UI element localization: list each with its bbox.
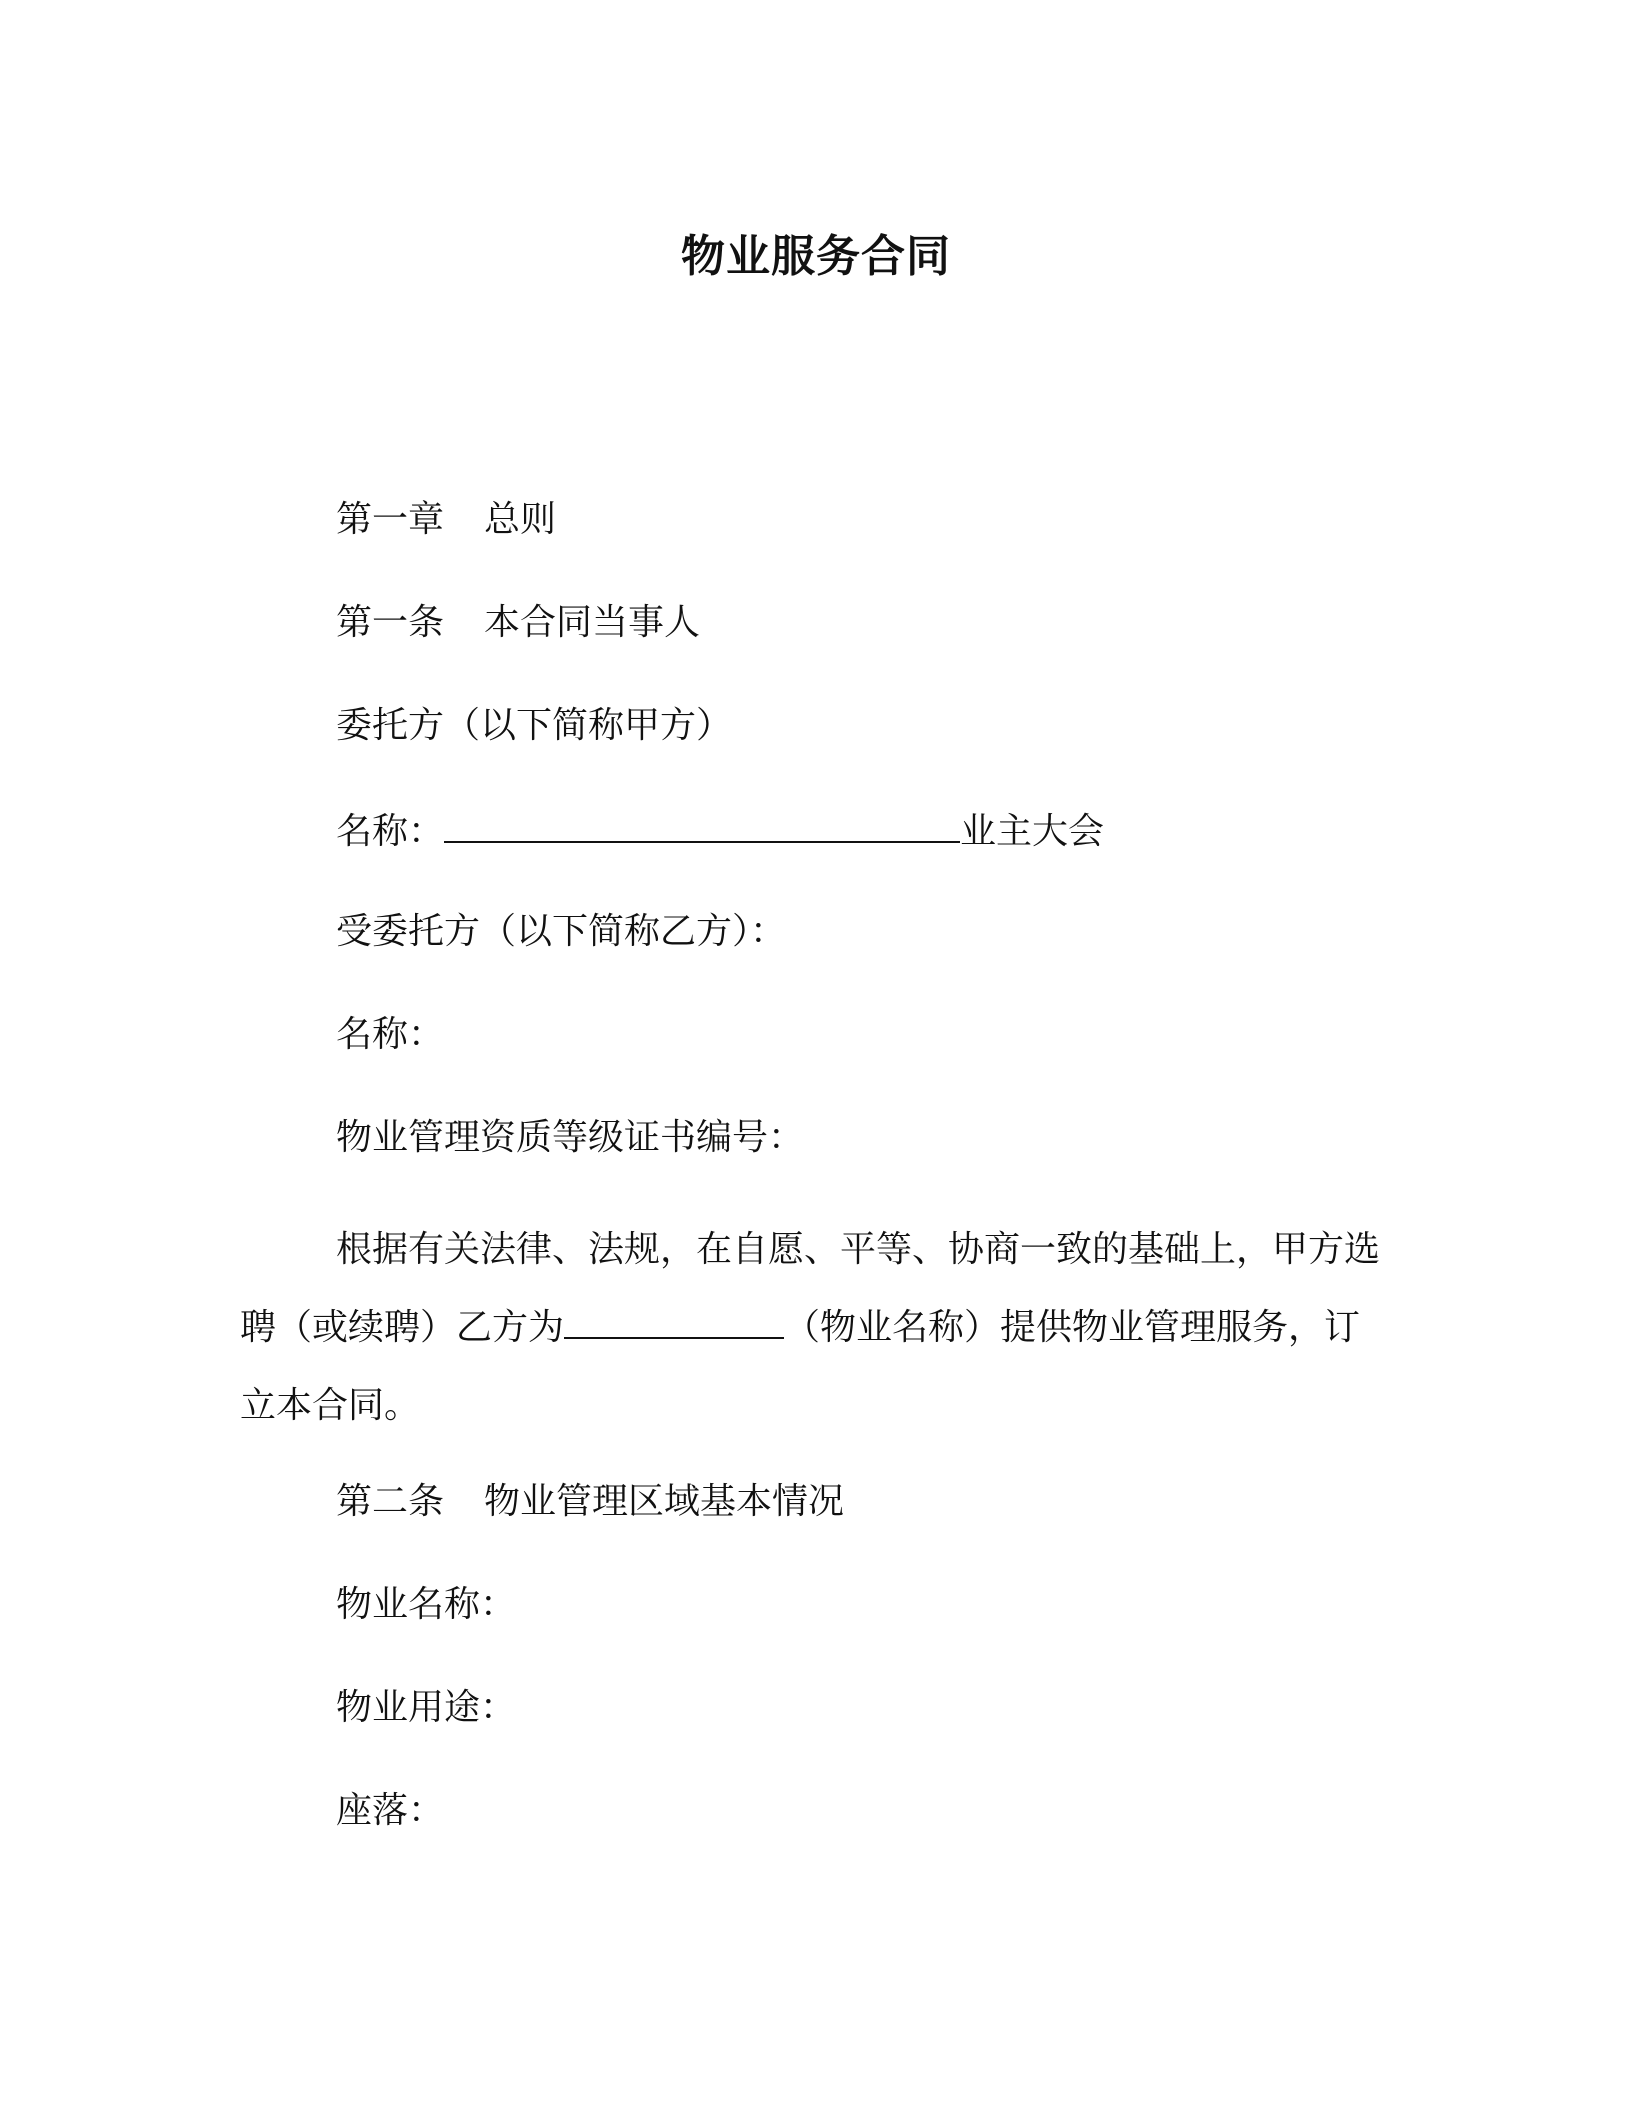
article-number: 第一条 [336, 602, 445, 643]
property-use-label: 物业用途： [336, 1687, 517, 1728]
party-a-name-suffix: 业主大会 [960, 811, 1105, 852]
party-b-heading: 受委托方（以下简称乙方）： [336, 911, 787, 952]
chapter-name: 总则 [484, 499, 557, 540]
party-a-heading: 委托方（以下简称甲方） [336, 705, 733, 746]
article-name: 本合同当事人 [484, 602, 701, 643]
party-a-name-row [336, 805, 1104, 856]
intro-paragraph [240, 1211, 1380, 1445]
party-a-name-label: 名称： [336, 811, 445, 852]
party-a-name-blank[interactable] [444, 805, 960, 843]
chapter-heading [336, 496, 556, 544]
chapter-number: 第一章 [336, 499, 445, 540]
property-name-blank[interactable] [564, 1301, 784, 1339]
intro-paragraph-part2: （物业名称）提供物业管理服务，订立本合同。 [240, 1307, 1361, 1426]
document-title: 物业服务合同 [681, 231, 951, 282]
article-name: 物业管理区域基本情况 [484, 1481, 845, 1522]
party-b-name-label: 名称： [336, 1014, 445, 1055]
intro-paragraph-part1: 根据有关法律、法规，在自愿、平等、协商一致的基础上，甲方选聘（或续聘）乙方为 [240, 1229, 1381, 1348]
article-number: 第二条 [336, 1481, 445, 1522]
certificate-label: 物业管理资质等级证书编号： [336, 1117, 805, 1158]
property-name-label: 物业名称： [336, 1584, 517, 1625]
article-heading [336, 1478, 844, 1526]
location-label: 座落： [336, 1790, 445, 1831]
article-heading [336, 599, 700, 647]
